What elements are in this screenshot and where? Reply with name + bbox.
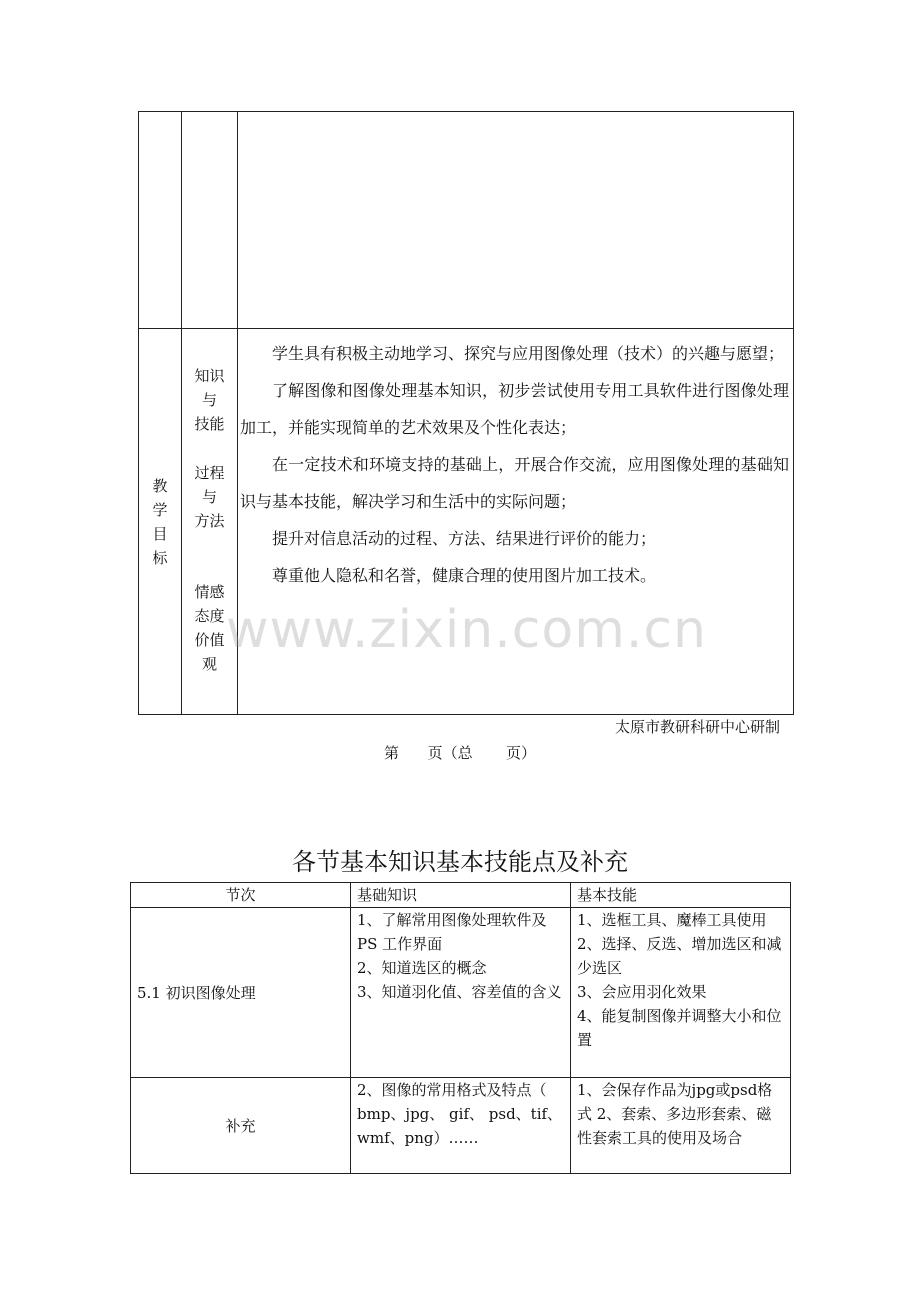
skills-cell: [571, 908, 791, 1078]
category-text: 过程: [194, 464, 225, 482]
row-label: 5.1 初识图像处理: [131, 908, 351, 1078]
objective-paragraph: 尊重他人隐私和名誉，健康合理的使用图片加工技术。: [272, 566, 657, 585]
knowledge-cell: [351, 1078, 571, 1174]
category-text: 价值: [194, 631, 225, 649]
table-header-row: [131, 883, 791, 908]
table-row: [131, 1078, 791, 1174]
empty-content-cell: [238, 112, 794, 329]
row-label: 补充: [131, 1078, 351, 1174]
table-row: [131, 908, 791, 1078]
skill-item: 1、选框工具、魔棒工具使用: [577, 911, 767, 929]
category-text: 观: [201, 655, 217, 673]
empty-cell: [139, 112, 182, 329]
publisher-note: 太原市教研科研中心研制: [614, 718, 780, 736]
category-text: 与: [201, 391, 217, 409]
goal-label-char: 目: [152, 524, 168, 543]
category-text: 情感: [194, 583, 225, 601]
objective-paragraph: 学生具有积极主动地学习、探究与应用图像处理（技术）的兴趣与愿望；: [272, 344, 785, 363]
empty-cell: [182, 112, 238, 329]
skill-item: 2、选择、反选、增加选区和减少选区: [577, 935, 782, 977]
watermark: www.zixin.com.cn: [226, 600, 707, 660]
skill-item: 1、会保存作品为jpg或psd格式 2、套索、多边形套索、磁性套索工具的使用及场合: [577, 1081, 773, 1147]
header-knowledge: 基础知识: [351, 883, 571, 908]
category-text: 方法: [194, 512, 225, 530]
page-number-line: 第 页（总 页）: [384, 744, 536, 762]
header-section: 节次: [131, 883, 351, 908]
objective-paragraph: 在一定技术和环境支持的基础上，开展合作交流，应用图像处理的基础知识与基本技能，解决学习和生活中的实际问题；: [240, 455, 789, 511]
header-skills: 基本技能: [571, 883, 791, 908]
goal-label-char: 标: [152, 548, 168, 567]
skill-item: 3、会应用羽化效果: [577, 983, 707, 1001]
category-text: 技能: [194, 415, 225, 433]
objective-paragraph: 了解图像和图像处理基本知识，初步尝试使用专用工具软件进行图像处理加工，并能实现简单的艺术效果及个性化表达；: [240, 381, 789, 437]
category-knowledge-skills: [182, 364, 237, 436]
knowledge-item: 2、知道选区的概念: [357, 959, 487, 977]
knowledge-item: 1、了解常用图像处理软件及PS 工作界面: [357, 911, 547, 953]
objective-paragraph: 提升对信息活动的过程、方法、结果进行评价的能力；: [272, 529, 657, 548]
category-process-methods: [182, 461, 237, 533]
goal-label-char: 学: [152, 500, 168, 519]
teaching-goals-label: [139, 329, 182, 715]
knowledge-cell: [351, 908, 571, 1078]
knowledge-item: 3、知道羽化值、容差值的含义: [357, 983, 562, 1001]
skill-item: 4、能复制图像并调整大小和位置: [577, 1007, 782, 1049]
skills-cell: [571, 1078, 791, 1174]
category-text: 与: [201, 488, 217, 506]
knowledge-item: 2、图像的常用格式及特点（ bmp、jpg、 gif、 psd、tif、wmf、png）……: [357, 1081, 563, 1147]
knowledge-skills-table: [130, 882, 791, 1174]
category-text: 知识: [194, 367, 225, 385]
section-title: 各节基本知识基本技能点及补充: [292, 848, 628, 876]
category-text: 态度: [194, 607, 225, 625]
goal-label-char: 教: [152, 476, 168, 495]
